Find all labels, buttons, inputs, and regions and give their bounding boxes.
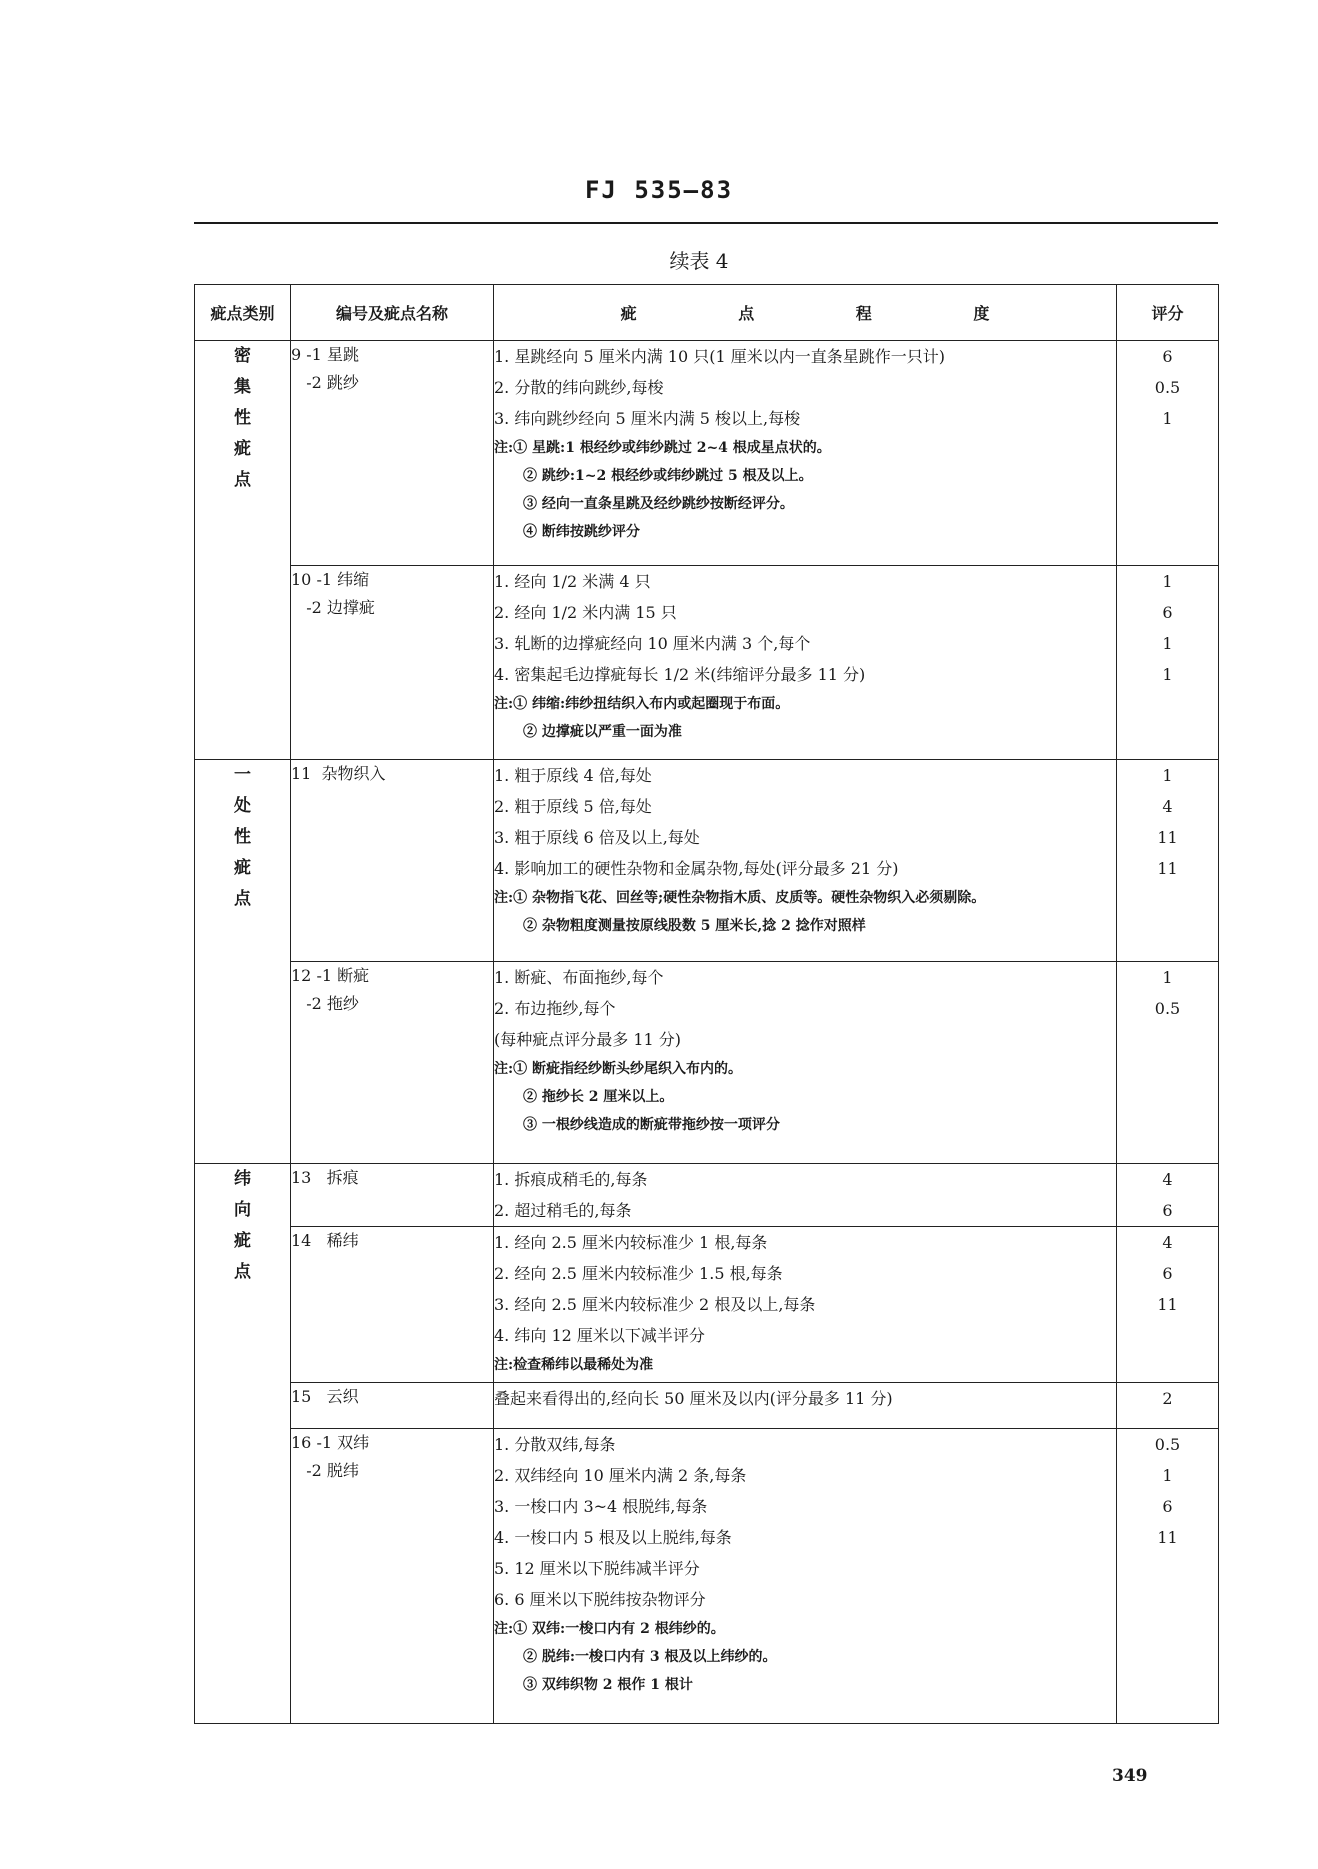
- score-cell: [1117, 1429, 1219, 1724]
- degree-line: 1. 断疵、布面拖纱,每个: [494, 968, 664, 987]
- defect-name-line: 16 -1 双纬: [291, 1433, 370, 1452]
- degree-line: 2. 双纬经向 10 厘米内满 2 条,每条: [494, 1466, 747, 1485]
- defect-category-label: 一处性疵点: [234, 765, 251, 909]
- score-value: 6: [1162, 347, 1173, 366]
- defect-category-label: 纬向疵点: [234, 1169, 251, 1282]
- score-cell: [1117, 566, 1219, 760]
- table-row: [195, 341, 1219, 566]
- degree-line: 1. 经向 2.5 厘米内较标准少 1 根,每条: [494, 1233, 768, 1252]
- table-row: [195, 1383, 1219, 1429]
- defect-degree-cell: [494, 760, 1117, 962]
- note-line: ② 杂物粗度测量按原线股数 5 厘米长,捻 2 捻作对照样: [523, 918, 866, 934]
- note-line: ③ 经向一直条星跳及经纱跳纱按断经评分。: [523, 496, 794, 512]
- note-line: 注:检查稀纬以最稀处为准: [494, 1357, 654, 1373]
- score-value: 0.5: [1154, 378, 1181, 397]
- degree-line: 1. 经向 1/2 米满 4 只: [494, 572, 651, 591]
- table-row: [195, 1164, 1219, 1227]
- degree-line: 3. 粗于原线 6 倍及以上,每处: [494, 828, 700, 847]
- degree-line: 1. 粗于原线 4 倍,每处: [494, 766, 652, 785]
- note-line: 注:① 纬缩:纬纱扭结织入布内或起圈现于布面。: [494, 696, 790, 712]
- note-line: ② 脱纬:一梭口内有 3 根及以上纬纱的。: [523, 1649, 777, 1665]
- defect-name-line: -2 边撑疵: [291, 598, 375, 617]
- defect-name-cell: [291, 760, 494, 962]
- defect-degree-cell: [494, 1429, 1117, 1724]
- header-rule: [194, 222, 1218, 224]
- defect-category-cell: [195, 1164, 291, 1724]
- note-line: 注:① 杂物指飞花、回丝等;硬性杂物指木质、皮质等。硬性杂物织入必须剔除。: [494, 890, 986, 906]
- defect-name-cell: [291, 1164, 494, 1227]
- defect-name-cell: [291, 341, 494, 566]
- defect-name-line: 10 -1 纬缩: [291, 570, 370, 589]
- table-row: [195, 1429, 1219, 1724]
- score-value: 1: [1162, 665, 1173, 684]
- defect-name-line: -2 拖纱: [291, 994, 359, 1013]
- defect-name-line: -2 脱纬: [291, 1461, 359, 1480]
- degree-line: 叠起来看得出的,经向长 50 厘米及以内(评分最多 11 分): [494, 1389, 893, 1408]
- degree-line: 1. 分散双纬,每条: [494, 1435, 616, 1454]
- note-line: 注:① 星跳:1 根经纱或纬纱跳过 2~4 根成星点状的。: [494, 440, 831, 456]
- standard-code: FJ 535—83: [584, 176, 734, 204]
- defect-name-line: 14 稀纬: [291, 1231, 359, 1250]
- defect-category-cell: [195, 760, 291, 1164]
- table-caption: 续表 4: [669, 249, 729, 273]
- note-line: 注:① 双纬:一梭口内有 2 根纬纱的。: [494, 1621, 725, 1637]
- degree-line: 2. 超过稍毛的,每条: [494, 1201, 632, 1220]
- defect-degree-cell: [494, 566, 1117, 760]
- defect-name-cell: [291, 1383, 494, 1429]
- defect-scoring-table: [194, 284, 1219, 1724]
- degree-line: 4. 一梭口内 5 根及以上脱纬,每条: [494, 1528, 732, 1547]
- score-value: 4: [1162, 797, 1173, 816]
- defect-name-cell: [291, 962, 494, 1164]
- degree-line: 1. 拆痕成稍毛的,每条: [494, 1170, 648, 1189]
- score-value: 1: [1162, 634, 1173, 653]
- degree-line: 3. 纬向跳纱经向 5 厘米内满 5 梭以上,每梭: [494, 409, 801, 428]
- score-cell: [1117, 1227, 1219, 1383]
- defect-degree-cell: [494, 341, 1117, 566]
- score-cell: [1117, 1164, 1219, 1227]
- score-value: 4: [1162, 1233, 1173, 1252]
- score-value: 11: [1157, 1295, 1178, 1314]
- defect-name-line: 12 -1 断疵: [291, 966, 370, 985]
- score-value: 2: [1162, 1389, 1173, 1408]
- degree-line: 2. 经向 1/2 米内满 15 只: [494, 603, 677, 622]
- defect-degree-cell: [494, 962, 1117, 1164]
- defect-name-line: 13 拆痕: [291, 1168, 359, 1187]
- column-header-score: 评分: [1117, 285, 1219, 341]
- degree-line: 2. 粗于原线 5 倍,每处: [494, 797, 652, 816]
- table-header-row: [195, 285, 1219, 341]
- score-cell: [1117, 760, 1219, 962]
- degree-line: 1. 星跳经向 5 厘米内满 10 只(1 厘米以内一直条星跳作一只计): [494, 347, 945, 366]
- degree-line: 3. 一梭口内 3~4 根脱纬,每条: [494, 1497, 708, 1516]
- defect-name-cell: [291, 1227, 494, 1383]
- degree-line: 5. 12 厘米以下脱纬减半评分: [494, 1559, 700, 1578]
- degree-line: 2. 布边拖纱,每个: [494, 999, 616, 1018]
- defect-name-line: 15 云织: [291, 1387, 359, 1406]
- score-value: 1: [1162, 409, 1173, 428]
- degree-line: 6. 6 厘米以下脱纬按杂物评分: [494, 1590, 706, 1609]
- score-cell: [1117, 1383, 1219, 1429]
- table-row: [195, 962, 1219, 1164]
- degree-line: 4. 纬向 12 厘米以下减半评分: [494, 1326, 705, 1345]
- column-header-degree: 疵 点 程 度: [494, 285, 1117, 341]
- note-line: ④ 断纬按跳纱评分: [523, 524, 640, 540]
- score-value: 1: [1162, 1466, 1173, 1485]
- note-line: 注:① 断疵指经纱断头纱尾织入布内的。: [494, 1061, 743, 1077]
- score-value: 11: [1157, 859, 1178, 878]
- degree-line: 2. 分散的纬向跳纱,每梭: [494, 378, 664, 397]
- score-value: 1: [1162, 968, 1173, 987]
- defect-degree-cell: [494, 1164, 1117, 1227]
- defect-name-cell: [291, 1429, 494, 1724]
- defect-degree-cell: [494, 1227, 1117, 1383]
- degree-line: 4. 密集起毛边撑疵每长 1/2 米(纬缩评分最多 11 分): [494, 665, 866, 684]
- column-header-category: 疵点类别: [195, 285, 291, 341]
- defect-category-cell: [195, 341, 291, 760]
- score-value: 4: [1162, 1170, 1173, 1189]
- column-header-name: 编号及疵点名称: [291, 285, 494, 341]
- degree-line: 4. 影响加工的硬性杂物和金属杂物,每处(评分最多 21 分): [494, 859, 899, 878]
- table-row: [195, 566, 1219, 760]
- score-value: 6: [1162, 1264, 1173, 1283]
- note-line: ② 边撑疵以严重一面为准: [523, 724, 682, 740]
- note-line: ② 拖纱长 2 厘米以上。: [523, 1089, 674, 1105]
- defect-degree-cell: [494, 1383, 1117, 1429]
- degree-line: 3. 经向 2.5 厘米内较标准少 2 根及以上,每条: [494, 1295, 816, 1314]
- defect-category-label: 密集性疵点: [234, 346, 251, 490]
- table-row: [195, 760, 1219, 962]
- table-row: [195, 1227, 1219, 1383]
- score-value: 6: [1162, 1201, 1173, 1220]
- defect-name-line: -2 跳纱: [291, 373, 359, 392]
- score-cell: [1117, 962, 1219, 1164]
- note-line: ③ 一根纱线造成的断疵带拖纱按一项评分: [523, 1117, 780, 1133]
- score-value: 11: [1157, 1528, 1178, 1547]
- score-value: 0.5: [1154, 999, 1181, 1018]
- degree-line: (每种疵点评分最多 11 分): [494, 1030, 682, 1049]
- defect-name-line: 9 -1 星跳: [291, 345, 359, 364]
- score-value: 1: [1162, 766, 1173, 785]
- score-value: 11: [1157, 828, 1178, 847]
- defect-name-cell: [291, 566, 494, 760]
- score-value: 6: [1162, 603, 1173, 622]
- note-line: ② 跳纱:1~2 根经纱或纬纱跳过 5 根及以上。: [523, 468, 813, 484]
- degree-line: 2. 经向 2.5 厘米内较标准少 1.5 根,每条: [494, 1264, 783, 1283]
- defect-name-line: 11 杂物织入: [291, 764, 386, 783]
- score-value: 0.5: [1154, 1435, 1181, 1454]
- score-value: 1: [1162, 572, 1173, 591]
- page-number: 349: [1112, 1766, 1148, 1786]
- score-value: 6: [1162, 1497, 1173, 1516]
- degree-line: 3. 轧断的边撑疵经向 10 厘米内满 3 个,每个: [494, 634, 811, 653]
- note-line: ③ 双纬织物 2 根作 1 根计: [523, 1677, 693, 1693]
- score-cell: [1117, 341, 1219, 566]
